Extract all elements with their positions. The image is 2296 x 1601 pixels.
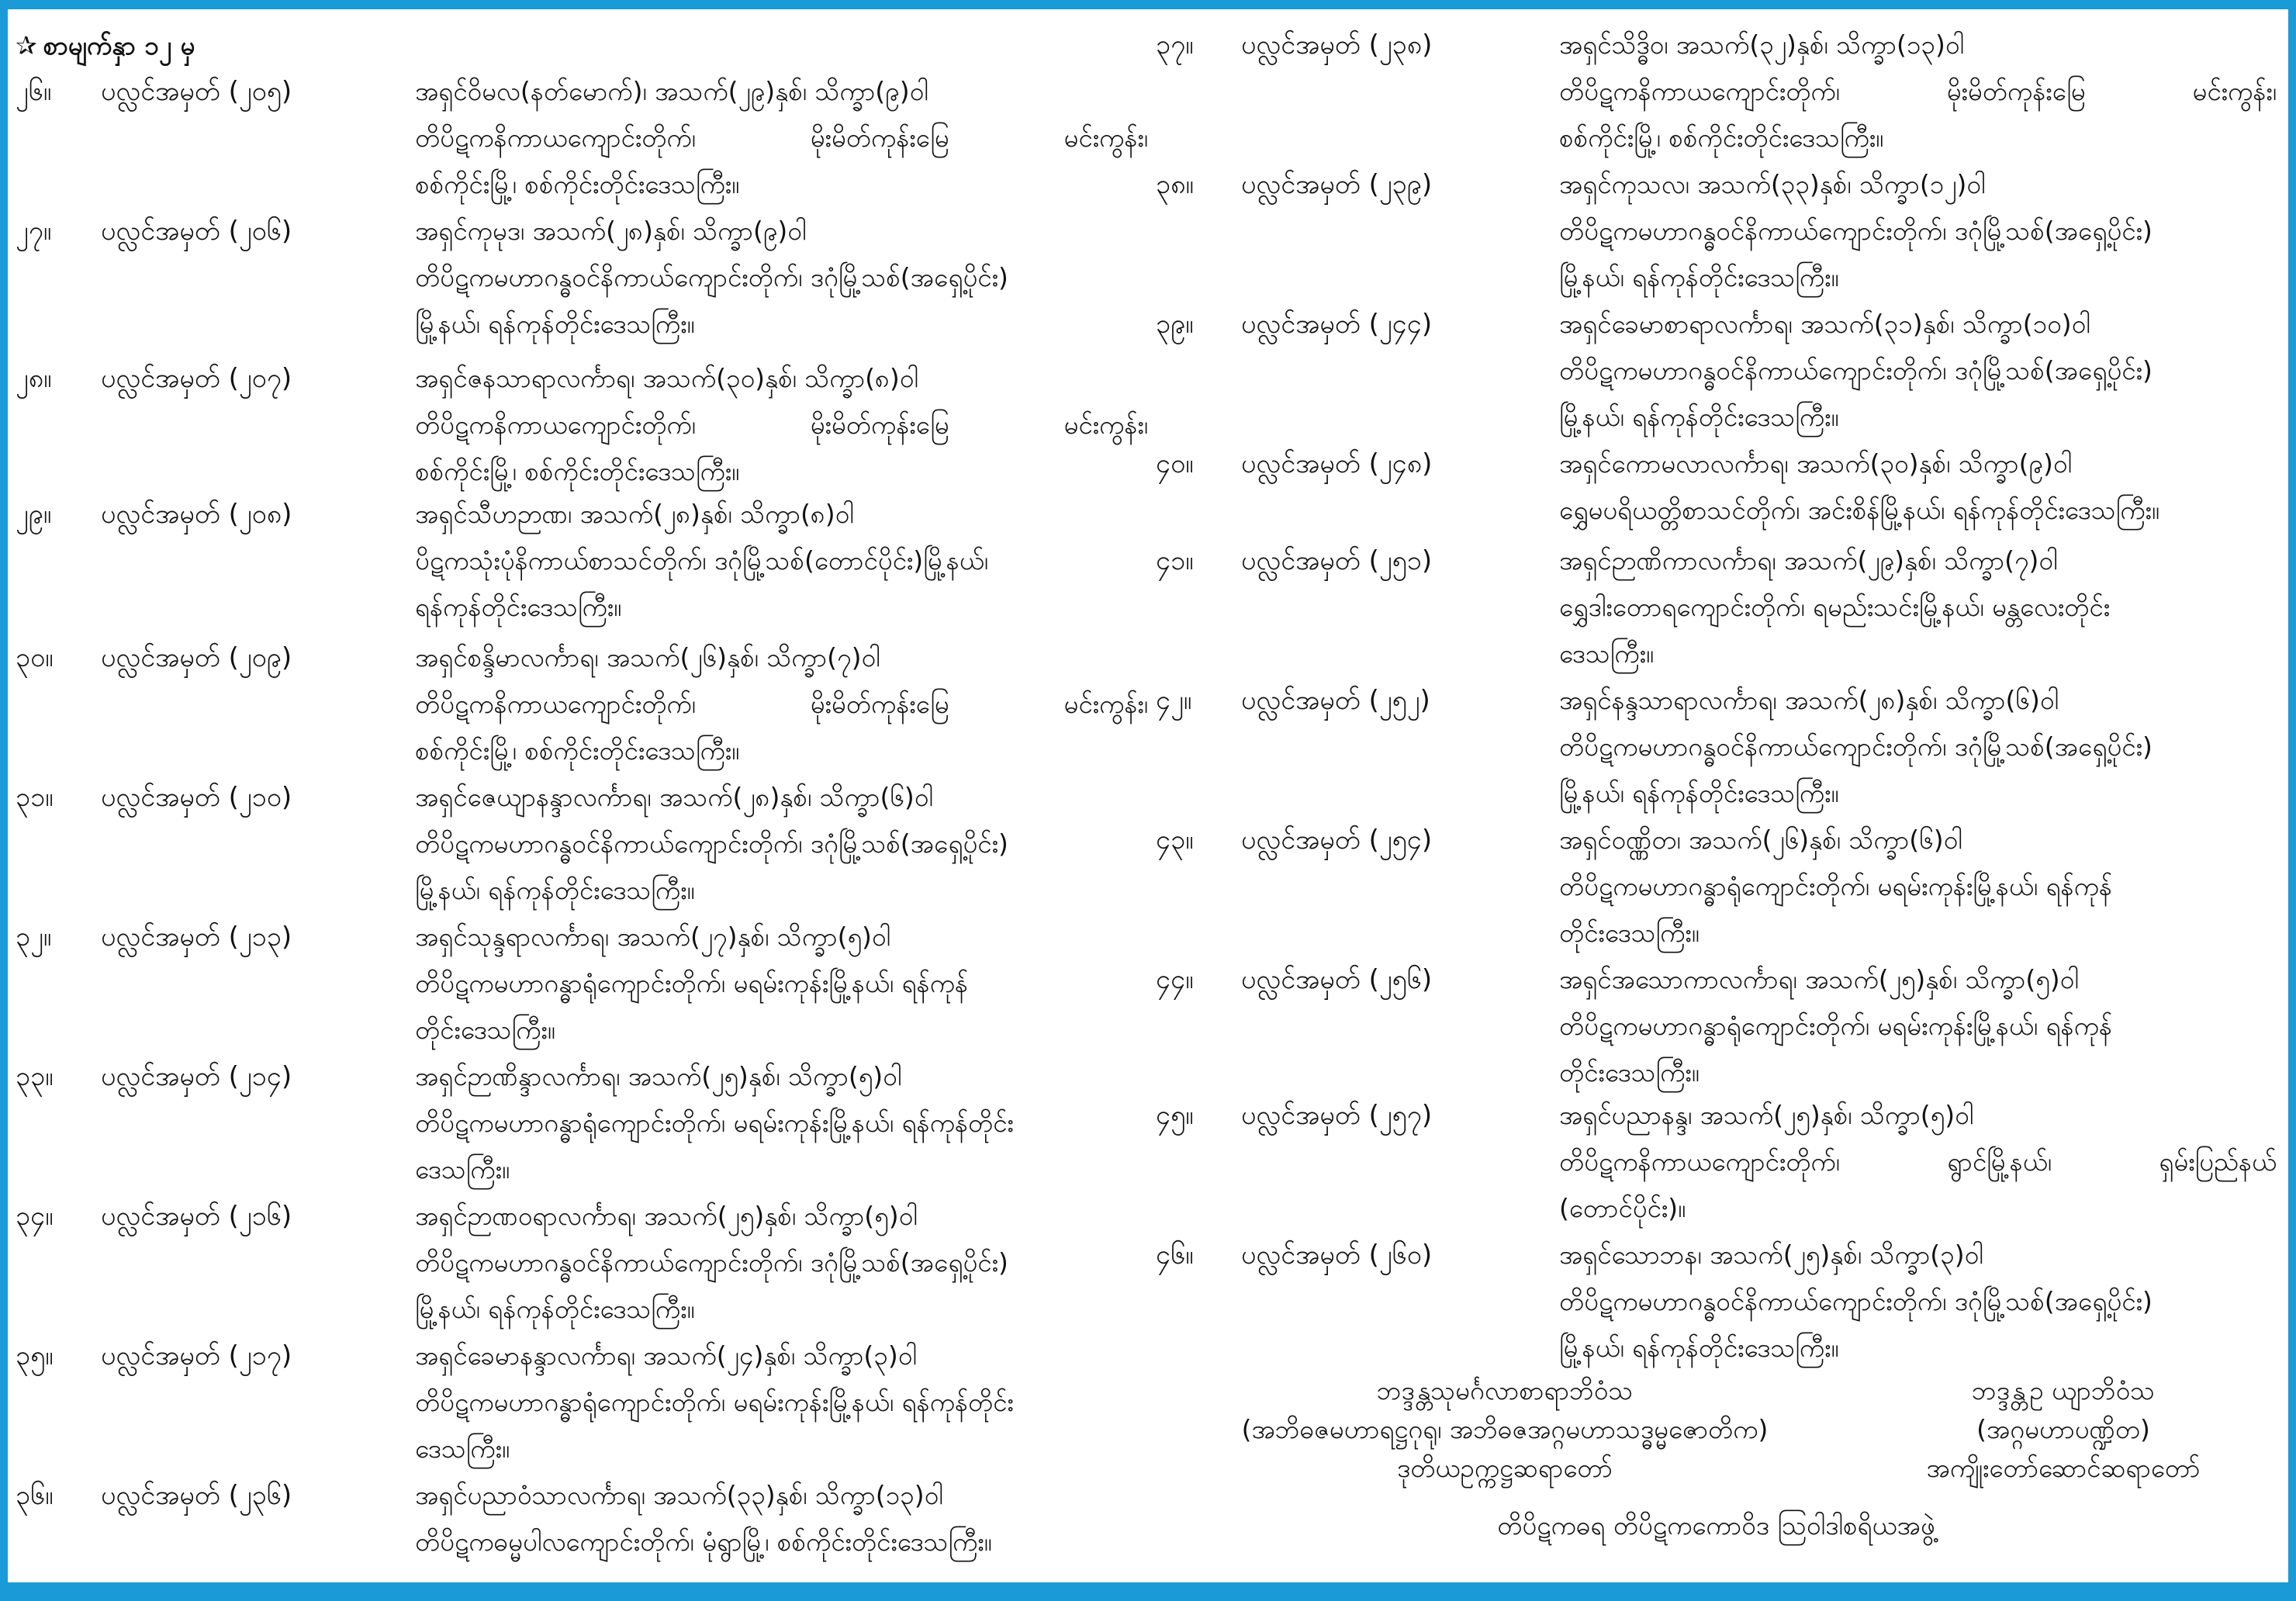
description-line: စစ်ကိုင်းမြို့၊ စစ်ကိုင်းတိုင်းဒေသကြီး။ [415,735,740,766]
description-line: အရှင်ဉာဏဝရာလင်္ကာရ၊ အသက်(၂၅)နှစ်၊ သိက္ခာ(၅)ဝါ [415,1201,918,1231]
description-line: တိုင်းဒေသကြီး။ [415,1015,555,1045]
entry-row [16,1193,1148,1333]
description-line: စစ်ကိုင်းမြို့၊ စစ်ကိုင်းတိုင်းဒေသကြီး။ [1559,123,1884,153]
description-line: တိပိဋကနိကာယကျောင်းတိုက်၊ ရွာင်မြို့နယ်၊ ရှမ်းပြည်နယ် [1559,1146,2277,1177]
entry-row [1156,538,2277,677]
entry-description [1559,956,2277,1096]
entry-row [16,68,1148,208]
entry-description [415,68,1148,208]
description-line: အရှင်ဇနသာရာလင်္ကာရ၊ အသက်(၃၀)နှစ်၊ သိက္ခာ(၈)ဝါ [415,363,918,393]
entry-number: ၄၄။ [1156,964,1194,995]
entry-description [415,491,1148,631]
signatory-position: ဒုတိယဥက္ကဋ္ဌဆရာတော် [1397,1453,1613,1483]
description-line: တိပိဋကမဟာဂန္ဓဝင်နိကာယ်ကျောင်းတိုက်၊ ဒဂုံမြို့သစ်(အရှေ့ပိုင်း) [415,262,1008,292]
description-line: မြို့နယ်၊ ရန်ကုန်တိုင်းဒေသကြီး။ [1559,402,1839,432]
seat-number: ပလ္လင်အမှတ် (၂၁၄) [101,1061,292,1092]
entry-row [1156,301,2277,441]
entry-description [1559,301,2277,441]
entry-number: ၂၉။ [16,499,52,530]
seat-number: ပလ္လင်အမှတ် (၂၃၈) [1241,29,1433,61]
description-line: စစ်ကိုင်းမြို့၊ စစ်ကိုင်းတိုင်းဒေသကြီး။ [415,169,740,199]
description-line: တိပိဋကနိကာယကျောင်းတိုက်၊ မိုးမိတ်ကုန်းမြေ မင်းကွန်း၊ [1559,76,2277,106]
description-line: အရှင်ဝိမလ(နတ်မောက်)၊ အသက်(၂၉)နှစ်၊ သိက္ခာ(၉)ဝါ [415,76,928,106]
description-line: မြို့နယ်၊ ရန်ကုန်တိုင်းဒေသကြီး။ [1559,1333,1839,1363]
description-line: အရှင်ပညာနန္ဒ၊ အသက်(၂၅)နှစ်၊ သိက္ခာ(၅)ဝါ [1559,1100,1974,1130]
entry-number: ၃၀။ [16,642,54,673]
entry-row [1156,441,2277,534]
entry-row [16,1053,1148,1193]
entry-number: ၄၀။ [1156,448,1194,479]
description-line: အရှင်ဇေယျာနန္ဒာလင်္ကာရ၊ အသက်(၂၈)နှစ်၊ သိက္ခာ(၆)ဝါ [415,782,933,812]
entry-number: ၄၅။ [1156,1100,1194,1131]
description-line: တိပိဋကမဟာဂန္ဓဝင်နိကာယ်ကျောင်းတိုက်၊ ဒဂုံမြို့သစ်(အရှေ့ပိုင်း) [1559,731,2152,762]
entry-row [1156,1092,2277,1232]
signatory-position: အကျိုးတော်ဆောင်ဆရာတော် [1926,1453,2201,1483]
entry-row [1156,22,2277,161]
entry-row [16,635,1148,774]
seat-number: ပလ္လင်အမှတ် (၂၁၆) [101,1201,292,1232]
description-line: တိပိဋကမဟာဂန္ဓဝင်နိကာယ်ကျောင်းတိုက်၊ ဒဂုံမြို့သစ်(အရှေ့ပိုင်း) [415,1247,1008,1278]
seat-number: ပလ္လင်အမှတ် (၂၅၇) [1241,1100,1433,1131]
description-line: တိပိဋကနိကာယကျောင်းတိုက်၊ မိုးမိတ်ကုန်းမြေ မင်းကွန်း၊ [415,410,1148,440]
description-line: အရှင်ကောမလာလင်္ကာရ၊ အသက်(၃၀)နှစ်၊ သိက္ခာ(၉)ဝါ [1559,448,2073,479]
entry-row [16,1472,1148,1565]
signature-block-vice-chairman [1156,1371,1854,1488]
description-line: ရွှေမပရိယတ္တိစာသင်တိုက်၊ အင်းစိန်မြို့နယ်၊ ရန်ကုန်တိုင်းဒေသကြီး။ [1559,495,2159,525]
description-line: အရှင်ခေမာစာရာလင်္ကာရ၊ အသက်(၃၁)နှစ်၊ သိက္ခာ(၁၀)ဝါ [1559,309,2090,339]
description-line: ဒေသကြီး။ [415,1154,510,1184]
description-line: ပိဋကသုံးပုံနိကာယ်စာသင်တိုက်၊ ဒဂုံမြို့သစ်(တောင်ပိုင်း)မြို့နယ်၊ [415,545,988,576]
entry-row [16,208,1148,348]
entry-row [16,914,1148,1053]
entry-row [1156,956,2277,1096]
entry-row [16,1333,1148,1472]
entry-number: ၄၂။ [1156,685,1192,716]
entry-row [1156,817,2277,956]
seat-number: ပလ္လင်အမှတ် (၂၀၆) [101,216,292,247]
seat-number: ပလ္လင်အမှတ် (၂၁၃) [101,922,292,953]
description-line: တိပိဋကမဟာဂန္ဓာရုံကျောင်းတိုက်၊ မရမ်းကုန်းမြို့နယ်၊ ရန်ကုန် [1559,1011,2112,1041]
page-continuation-label: စာမျက်နှာ ၁၂ မှ [43,30,195,61]
description-line: တိုင်းဒေသကြီး။ [1559,1057,1700,1088]
description-line: ရွှေဒါးတောရကျောင်းတိုက်၊ ရမည်းသင်းမြို့နယ်၊ မန္တလေးတိုင်း [1559,592,2111,622]
entry-number: ၃၅။ [16,1340,54,1371]
entry-row [1156,161,2277,301]
description-line: ဒေသကြီး။ [1559,638,1654,669]
entry-description [415,1333,1148,1472]
description-line: တိပိဋကမဟာဂန္ဓဝင်နိကာယ်ကျောင်းတိုက်၊ ဒဂုံမြို့သစ်(အရှေ့ပိုင်း) [1559,355,2152,386]
description-line: မြို့နယ်၊ ရန်ကုန်တိုင်းဒေသကြီး။ [415,309,695,339]
entry-description [1559,1092,2277,1232]
entry-description [415,774,1148,914]
entry-description [1559,161,2277,301]
description-line: တိပိဋကနိကာယကျောင်းတိုက်၊ မိုးမိတ်ကုန်းမြေ မင်းကွန်း၊ [415,123,1148,153]
entry-row [16,491,1148,631]
description-line: တိပိဋကနိကာယကျောင်းတိုက်၊ မိုးမိတ်ကုန်းမြေ မင်းကွန်း၊ [415,689,1148,719]
entry-number: ၄၃။ [1156,825,1194,856]
seat-number: ပလ္လင်အမှတ် (၂၀၅) [101,76,292,107]
signatory-titles: (အဘိဓဇမဟာရဋ္ဌဂုရု၊ အဘိဓဇအဂ္ဂမဟာသဒ္ဓမ္မဇောတိက) [1241,1414,1769,1444]
description-line: (တောင်ပိုင်း)။ [1559,1193,1686,1223]
description-line: တိပိဋကမဟာဂန္ဓဝင်နိကာယ်ကျောင်းတိုက်၊ ဒဂုံမြို့သစ်(အရှေ့ပိုင်း) [1559,216,2152,246]
description-line: မြို့နယ်၊ ရန်ကုန်တိုင်းဒေသကြီး။ [415,1294,695,1324]
entry-description [1559,538,2277,677]
entry-number: ၃၉။ [1156,309,1194,340]
description-line: မြို့နယ်၊ ရန်ကုန်တိုင်းဒေသကြီး။ [415,875,695,905]
entry-row [1156,1232,2277,1371]
description-line: အရှင်ပညာဝံသာလင်္ကာရ၊ အသက်(၃၃)နှစ်၊ သိက္ခာ(၁၃)ဝါ [415,1480,943,1510]
description-line: တိုင်းဒေသကြီး။ [1559,918,1700,948]
description-line: တိပိဋကမဟာဂန္ဓာရုံကျောင်းတိုက်၊ မရမ်းကုန်းမြို့နယ်၊ ရန်ကုန်တိုင်း [415,1387,1014,1417]
description-line: မြို့နယ်၊ ရန်ကုန်တိုင်းဒေသကြီး။ [1559,778,1839,808]
entry-description [1559,817,2277,956]
seat-number: ပလ္လင်အမှတ် (၂၁၀) [101,782,292,813]
description-line: တိပိဋကမဟာဂန္ဓာရုံကျောင်းတိုက်၊ မရမ်းကုန်းမြို့နယ်၊ ရန်ကုန် [415,968,968,998]
seat-number: ပလ္လင်အမှတ် (၂၀၉) [101,642,292,673]
entry-description [1559,22,2277,161]
entry-number: ၃၁။ [16,782,54,813]
description-line: စစ်ကိုင်းမြို့၊ စစ်ကိုင်းတိုင်းဒေသကြီး။ [415,456,740,486]
signatory-name: ဘဒ္ဒန္တသုမင်္ဂလာစာရာဘိဝံသ [1376,1375,1634,1406]
star-icon: ✰ [16,30,37,61]
entry-row [16,355,1148,495]
signatory-name: ဘဒ္ဒန္တဥ ယျာဘိဝံသ [1971,1375,2156,1406]
description-line: အရှင်သိဒ္ဓိဝ၊ အသက်(၃၂)နှစ်၊ သိက္ခာ(၁၃)ဝါ [1559,29,1965,60]
description-line: တိပိဋကမဟာဂန္ဓာရုံကျောင်းတိုက်၊ မရမ်းကုန်းမြို့နယ်၊ ရန်ကုန်တိုင်း [415,1108,1014,1138]
entry-description [415,914,1148,1053]
entry-row [1156,677,2277,817]
description-line: အရှင်သီဟဉာဏ၊ အသက်(၂၈)နှစ်၊ သိက္ခာ(၈)ဝါ [415,499,854,529]
description-line: အရှင်သောဘန၊ အသက်(၂၅)နှစ်၊ သိက္ခာ(၃)ဝါ [1559,1240,1983,1270]
description-line: အရှင်နန္ဒသာရာလင်္ကာရ၊ အသက်(၂၈)နှစ်၊ သိက္ခာ(၆)ဝါ [1559,685,2059,715]
description-line: အရှင်ခေမာနန္ဒာလင်္ကာရ၊ အသက်(၂၄)နှစ်၊ သိက္ခာ(၃)ဝါ [415,1340,917,1371]
entry-description [415,208,1148,348]
description-line: မြို့နယ်၊ ရန်ကုန်တိုင်းဒေသကြီး။ [1559,262,1839,292]
description-line: တိပိဋကမဟာဂန္ဓာရုံကျောင်းတိုက်၊ မရမ်းကုန်းမြို့နယ်၊ ရန်ကုန် [1559,871,2112,901]
entry-number: ၃၈။ [1156,169,1194,200]
seat-number: ပလ္လင်အမှတ် (၂၅၆) [1241,964,1433,995]
entry-number: ၂၆။ [16,76,52,107]
entry-number: ၄၆။ [1156,1240,1194,1271]
entry-description [415,1193,1148,1333]
entry-description [1559,1232,2277,1371]
seat-number: ပလ္လင်အမှတ် (၂၅၄) [1241,825,1433,856]
entry-number: ၃၂။ [16,922,52,953]
description-line: အရှင်ဝဏ္ဏိတ၊ အသက်(၂၆)နှစ်၊ သိက္ခာ(၆)ဝါ [1559,825,1962,855]
seat-number: ပလ္လင်အမှတ် (၂၃၆) [101,1480,292,1511]
description-line: ရန်ကုန်တိုင်းဒေသကြီး။ [415,592,622,622]
page-continuation-note [16,29,195,62]
entry-description [415,355,1148,495]
entry-number: ၂၈။ [16,363,52,394]
description-line: ဒေသကြီး။ [415,1433,510,1464]
seat-number: ပလ္လင်အမှတ် (၂၀၇) [101,363,292,394]
description-line: အရှင်ကုသလ၊ အသက်(၃၃)နှစ်၊ သိက္ခာ(၁၂)ဝါ [1559,169,1986,199]
entry-description [415,635,1148,774]
seat-number: ပလ္လင်အမှတ် (၂၄၄) [1241,309,1433,340]
entry-number: ၂၇။ [16,216,52,247]
entry-row [16,774,1148,914]
issuing-body: တိပိဋကဓရ တိပိဋကကောဝိဒ ဩဝါဒါစရိယအဖွဲ့ [1497,1510,1935,1540]
entry-description [1559,677,2277,817]
seat-number: ပလ္လင်အမှတ် (၂၃၉) [1241,169,1433,200]
signatory-titles: (အဂ္ဂမဟာပဏ္ဍိတ) [1976,1414,2150,1444]
seat-number: ပလ္လင်အမှတ် (၂၁၇) [101,1340,292,1371]
entry-description [415,1053,1148,1193]
description-line: တိပိဋကမဟာဂန္ဓဝင်နိကာယ်ကျောင်းတိုက်၊ ဒဂုံမြို့သစ်(အရှေ့ပိုင်း) [1559,1286,2152,1316]
entry-description [415,1472,1148,1565]
description-line: တိပိဋကဓမ္မပါလကျောင်းတိုက်၊ မုံရွာမြို့၊ စစ်ကိုင်းတိုင်းဒေသကြီး။ [415,1527,992,1557]
seat-number: ပလ္လင်အမှတ် (၂၀၈) [101,499,292,530]
description-line: အရှင်ကုမုဒ၊ အသက်(၂၈)နှစ်၊ သိက္ခာ(၉)ဝါ [415,216,807,246]
entry-number: ၃၃။ [16,1061,54,1092]
entry-number: ၃၄။ [16,1201,54,1232]
description-line: အရှင်အသောကာလင်္ကာရ၊ အသက်(၂၅)နှစ်၊ သိက္ခာ(၅)ဝါ [1559,964,2079,994]
description-line: အရှင်ဉာဏိကာလင်္ကာရ၊ အသက်(၂၉)နှစ်၊ သိက္ခာ(၇)ဝါ [1559,545,2058,576]
seat-number: ပလ္လင်အမှတ် (၂၅၁) [1241,545,1433,576]
seat-number: ပလ္လင်အမှတ် (၂၅၂) [1241,685,1430,716]
entry-number: ၃၇။ [1156,29,1194,61]
entry-number: ၄၁။ [1156,545,1194,576]
entry-number: ၃၆။ [16,1480,54,1511]
signature-block-secretary [1854,1371,2273,1488]
entry-description [1559,441,2277,534]
seat-number: ပလ္လင်အမှတ် (၂၆၀) [1241,1240,1433,1271]
description-line: အရှင်သုန္ဒရာလင်္ကာရ၊ အသက်(၂၇)နှစ်၊ သိက္ခာ(၅)ဝါ [415,922,891,952]
description-line: အရှင်ဉာဏိန္ဒာလင်္ကာရ၊ အသက်(၂၅)နှစ်၊ သိက္ခာ(၅)ဝါ [415,1061,902,1091]
description-line: အရှင်စန္ဒိမာလင်္ကာရ၊ အသက်(၂၆)နှစ်၊ သိက္ခာ(၇)ဝါ [415,642,880,673]
seat-number: ပလ္လင်အမှတ် (၂၄၈) [1241,448,1433,479]
description-line: တိပိဋကမဟာဂန္ဓဝင်နိကာယ်ကျောင်းတိုက်၊ ဒဂုံမြို့သစ်(အရှေ့ပိုင်း) [415,828,1008,859]
